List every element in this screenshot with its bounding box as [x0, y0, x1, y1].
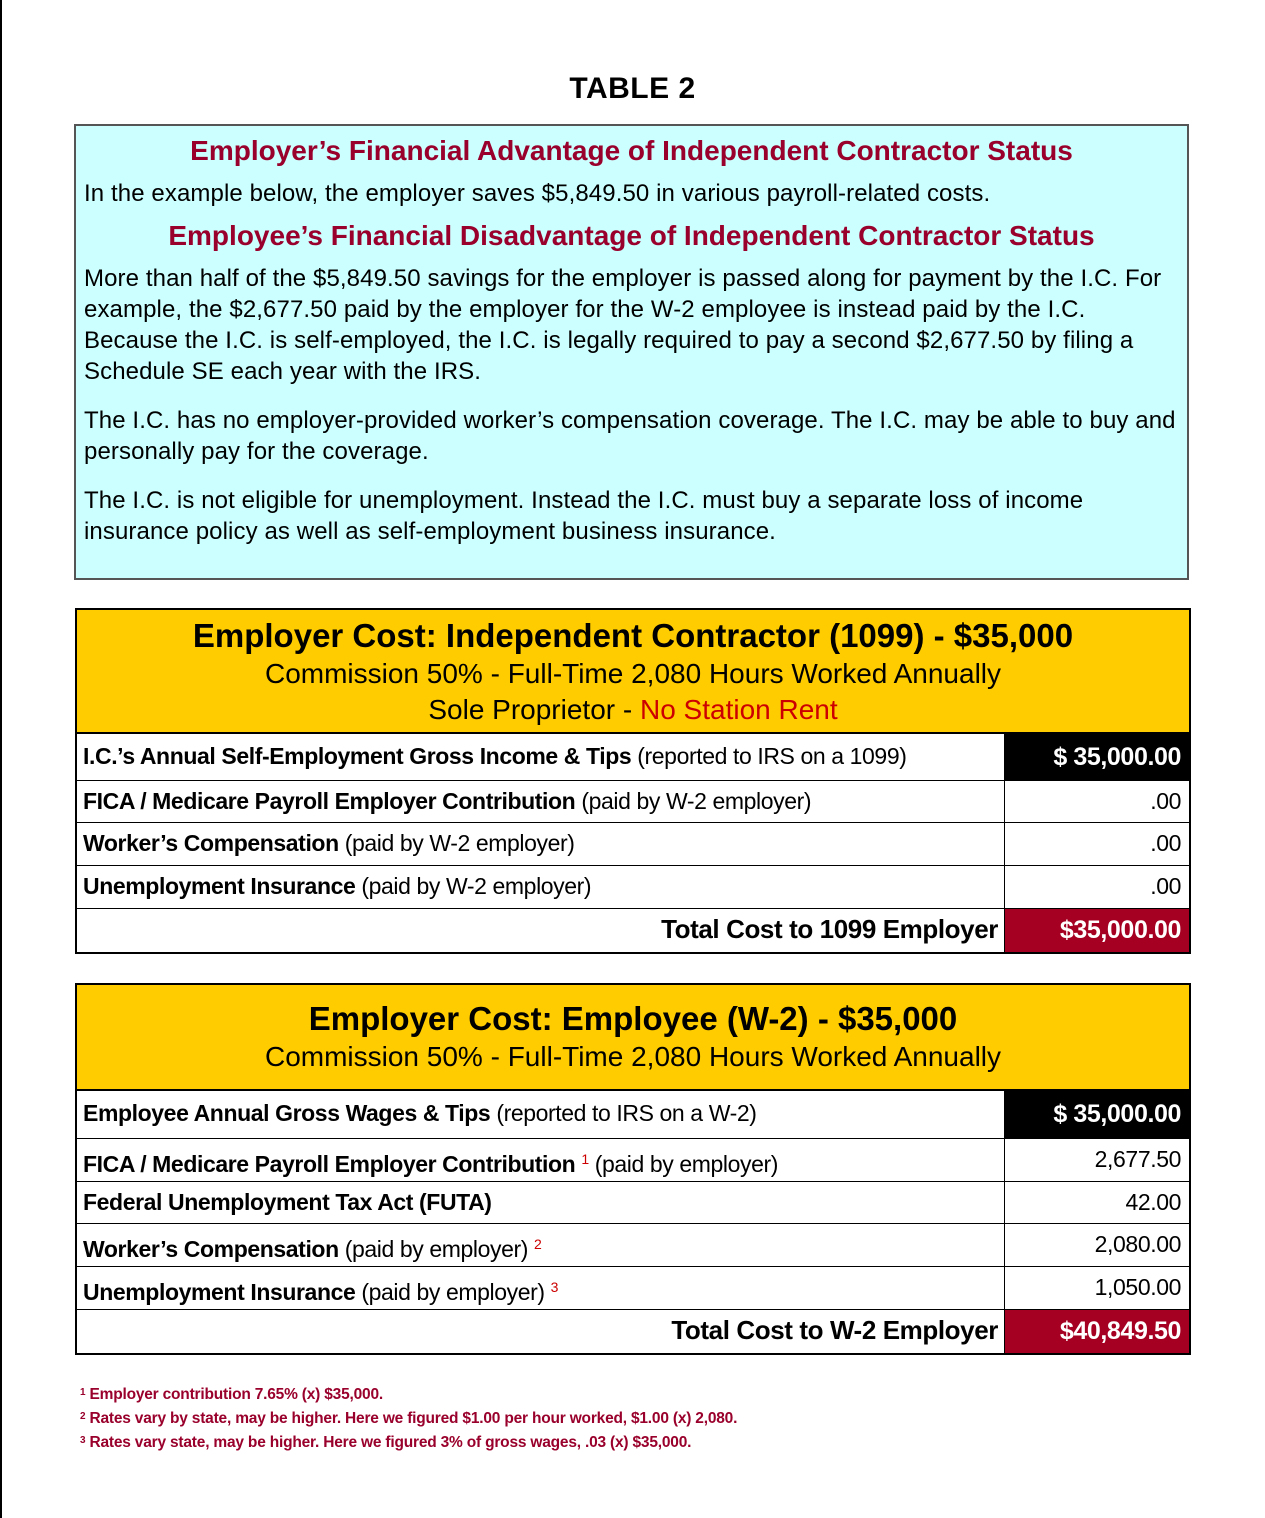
savings-passed-paragraph: More than half of the $5,849.50 savings for the employer is passed along for payment by the I.C. For example, the $2,677.50 paid by the employer for the W-2 employee is instead paid by the I.C. Because the I.C. is self-employed, the I.C. is legally required to pay a second $2,677.50 by filing a Schedule SE each year with the IRS.	[84, 265, 1162, 385]
row-value: .00	[1150, 788, 1181, 814]
row-label: Unemployment Insurance (paid by W-2 employer)	[77, 866, 1005, 908]
unemployment-paragraph: The I.C. is not eligible for unemployment. Instead the I.C. must buy a separate loss of income insurance policy as well as self-employment business insurance.	[84, 487, 1084, 545]
ic-table-subtitle: Commission 50% - Full-Time 2,080 Hours Worked Annually	[264, 658, 1002, 689]
info-box	[74, 124, 1189, 580]
ic-cost-table	[75, 608, 1191, 954]
row-value: 42.00	[1125, 1189, 1181, 1215]
footnotes	[80, 1382, 1180, 1454]
table-row	[77, 865, 1189, 908]
ic-table-subtitle-2	[77, 692, 1189, 728]
row-value: 2,080.00	[1094, 1231, 1181, 1257]
table-row	[77, 734, 1189, 780]
footnote-marker: 2	[534, 1236, 542, 1252]
row-label: Worker’s Compensation (paid by employer) $^2$	[77, 1224, 1005, 1266]
footnote-2: $^2$ Rates vary by state, may be higher. Here we figured $1.00 per hour worked, $1.00 (x) 2,080.	[80, 1410, 738, 1427]
footnote-1: $^1$ Employer contribution 7.65% (x) $35,000.	[80, 1386, 383, 1403]
ic-table-title: Employer Cost: Independent Contractor (1099) - $35,000	[192, 617, 1074, 654]
w2-table-title: Employer Cost: Employee (W-2) - $35,000	[308, 1000, 958, 1037]
table-row	[77, 1223, 1189, 1266]
employee-disadvantage-heading: Employee’s Financial Disadvantage of Independent Contractor Status	[168, 220, 1095, 251]
employer-advantage-heading: Employer’s Financial Advantage of Independent Contractor Status	[190, 135, 1073, 166]
table-row	[77, 780, 1189, 822]
total-value: $40,849.50	[1005, 1310, 1189, 1353]
w2-cost-table	[75, 983, 1191, 1355]
workers-comp-paragraph: The I.C. has no employer-provided worker’s compensation coverage. The I.C. may be able to buy and personally pay for the coverage.	[84, 407, 1176, 465]
table-row	[77, 1091, 1189, 1138]
no-station-rent-label: No Station Rent	[639, 694, 838, 725]
total-value: $35,000.00	[1005, 909, 1189, 952]
row-value: 2,677.50	[1094, 1146, 1181, 1172]
row-label: FICA / Medicare Payroll Employer Contribution (paid by W-2 employer)	[77, 781, 1005, 822]
row-label: Unemployment Insurance (paid by employer) $^3$	[77, 1267, 1005, 1309]
w2-table-subtitle: Commission 50% - Full-Time 2,080 Hours Worked Annually	[264, 1041, 1002, 1072]
left-border-line	[0, 0, 2, 1518]
row-value: .00	[1150, 830, 1181, 856]
row-label: I.C.’s Annual Self-Employment Gross Income & Tips (reported to IRS on a 1099)	[77, 734, 1005, 780]
footnote-3: $^3$ Rates vary state, may be higher. Here we figured 3% of gross wages, .03 (x) $35,000.	[80, 1434, 692, 1451]
total-label: Total Cost to W-2 Employer	[77, 1310, 1005, 1353]
table-row	[77, 822, 1189, 865]
total-label: Total Cost to 1099 Employer	[77, 909, 1005, 952]
page-title: TABLE 2	[569, 72, 696, 105]
footnote-marker: 1	[581, 1151, 589, 1167]
row-value: $ 35,000.00	[1005, 1091, 1189, 1138]
row-label: Worker’s Compensation (paid by W-2 employer)	[77, 823, 1005, 865]
w2-table-header	[77, 985, 1189, 1091]
row-value: $ 35,000.00	[1005, 734, 1189, 780]
employer-savings-paragraph: In the example below, the employer saves $5,849.50 in various payroll-related costs.	[84, 180, 991, 207]
row-label: FICA / Medicare Payroll Employer Contribution $^1$ (paid by employer)	[77, 1139, 1005, 1181]
table-row	[77, 1138, 1189, 1181]
row-value: 1,050.00	[1094, 1274, 1181, 1300]
table-row	[77, 1181, 1189, 1223]
row-label: Employee Annual Gross Wages & Tips (reported to IRS on a W-2)	[77, 1091, 1005, 1138]
ic-table-header	[77, 610, 1189, 734]
row-label: Federal Unemployment Tax Act (FUTA)	[77, 1182, 1005, 1223]
table-row	[77, 1266, 1189, 1309]
footnote-marker: 3	[550, 1279, 559, 1295]
row-value: .00	[1150, 873, 1181, 899]
total-row	[77, 908, 1189, 952]
total-row	[77, 1309, 1189, 1353]
ic-table-subtitle-2-prefix: Sole Proprietor -	[428, 694, 640, 725]
